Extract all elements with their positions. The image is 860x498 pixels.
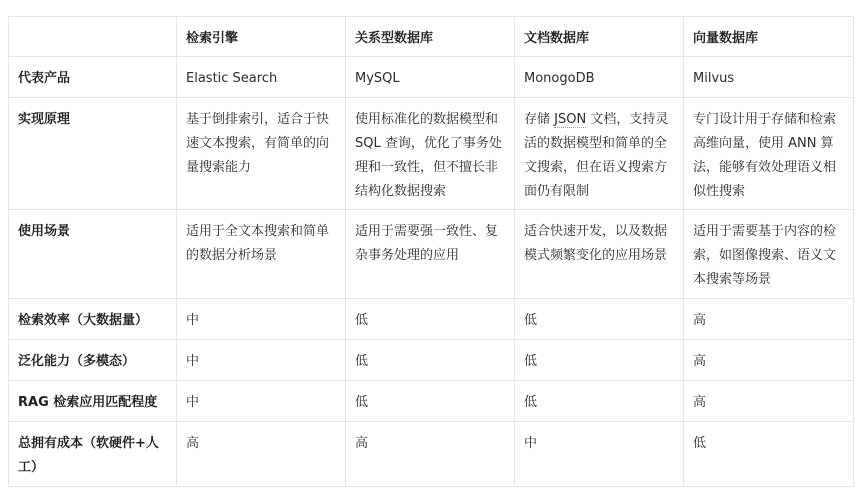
row-label: 总拥有成本（软硬件+人工） [9, 422, 177, 487]
header-cell-document-db: 文档数据库 [515, 17, 684, 57]
table-cell: Milvus [684, 57, 854, 98]
row-label: RAG 检索应用匹配程度 [9, 381, 177, 422]
row-label: 代表产品 [9, 57, 177, 98]
header-cell-empty [9, 17, 177, 57]
table-row [9, 381, 854, 422]
table-cell: 适合快速开发，以及数据模式频繁变化的应用场景 [515, 210, 684, 299]
row-label: 使用场景 [9, 210, 177, 299]
table-cell [515, 98, 684, 210]
table-cell: 高 [684, 381, 854, 422]
table-cell: 基于倒排索引，适合于快速文本搜索，有简单的向量搜索能力 [177, 98, 346, 210]
table-row [9, 422, 854, 487]
header-cell-relational-db: 关系型数据库 [346, 17, 515, 57]
table-cell: 低 [515, 340, 684, 381]
table-cell: 低 [515, 299, 684, 340]
table-row [9, 299, 854, 340]
table-cell: 适用于需要强一致性、复杂事务处理的应用 [346, 210, 515, 299]
json-term-link[interactable]: JSON [554, 112, 587, 127]
table-cell: 中 [177, 340, 346, 381]
table-cell: Elastic Search [177, 57, 346, 98]
table-cell: 适用于全文本搜索和简单的数据分析场景 [177, 210, 346, 299]
header-cell-search-engine: 检索引擎 [177, 17, 346, 57]
table-cell: 低 [515, 381, 684, 422]
row-label: 实现原理 [9, 98, 177, 210]
table-cell: MonogoDB [515, 57, 684, 98]
table-cell: 低 [684, 422, 854, 487]
table-header-row [9, 17, 854, 57]
table-cell: 中 [177, 381, 346, 422]
table-cell: 高 [177, 422, 346, 487]
cell-text: 存储 [524, 112, 555, 127]
table-cell: 中 [177, 299, 346, 340]
table-cell: 低 [346, 299, 515, 340]
table-cell: MySQL [346, 57, 515, 98]
table-cell: 高 [684, 299, 854, 340]
table-cell: 中 [515, 422, 684, 487]
row-label: 检索效率（大数据量） [9, 299, 177, 340]
table-cell: 高 [684, 340, 854, 381]
row-label: 泛化能力（多模态） [9, 340, 177, 381]
table-cell: 适用于需要基于内容的检索，如图像搜索、语义文本搜索等场景 [684, 210, 854, 299]
table-cell: 低 [346, 381, 515, 422]
table-cell: 专门设计用于存储和检索高维向量，使用 ANN 算法，能够有效处理语义相似性搜索 [684, 98, 854, 210]
table-row [9, 57, 854, 98]
table-cell: 高 [346, 422, 515, 487]
comparison-table [8, 16, 854, 487]
table-cell: 使用标准化的数据模型和 SQL 查询，优化了事务处理和一致性，但不擅长非结构化数据搜索 [346, 98, 515, 210]
table-row [9, 98, 854, 210]
cell-text: 文档，支持灵活的数据模型和简单的全文搜索，但在语义搜索方面仍有限制 [524, 112, 669, 199]
header-cell-vector-db: 向量数据库 [684, 17, 854, 57]
table-cell: 低 [346, 340, 515, 381]
table-row [9, 210, 854, 299]
table-row [9, 340, 854, 381]
